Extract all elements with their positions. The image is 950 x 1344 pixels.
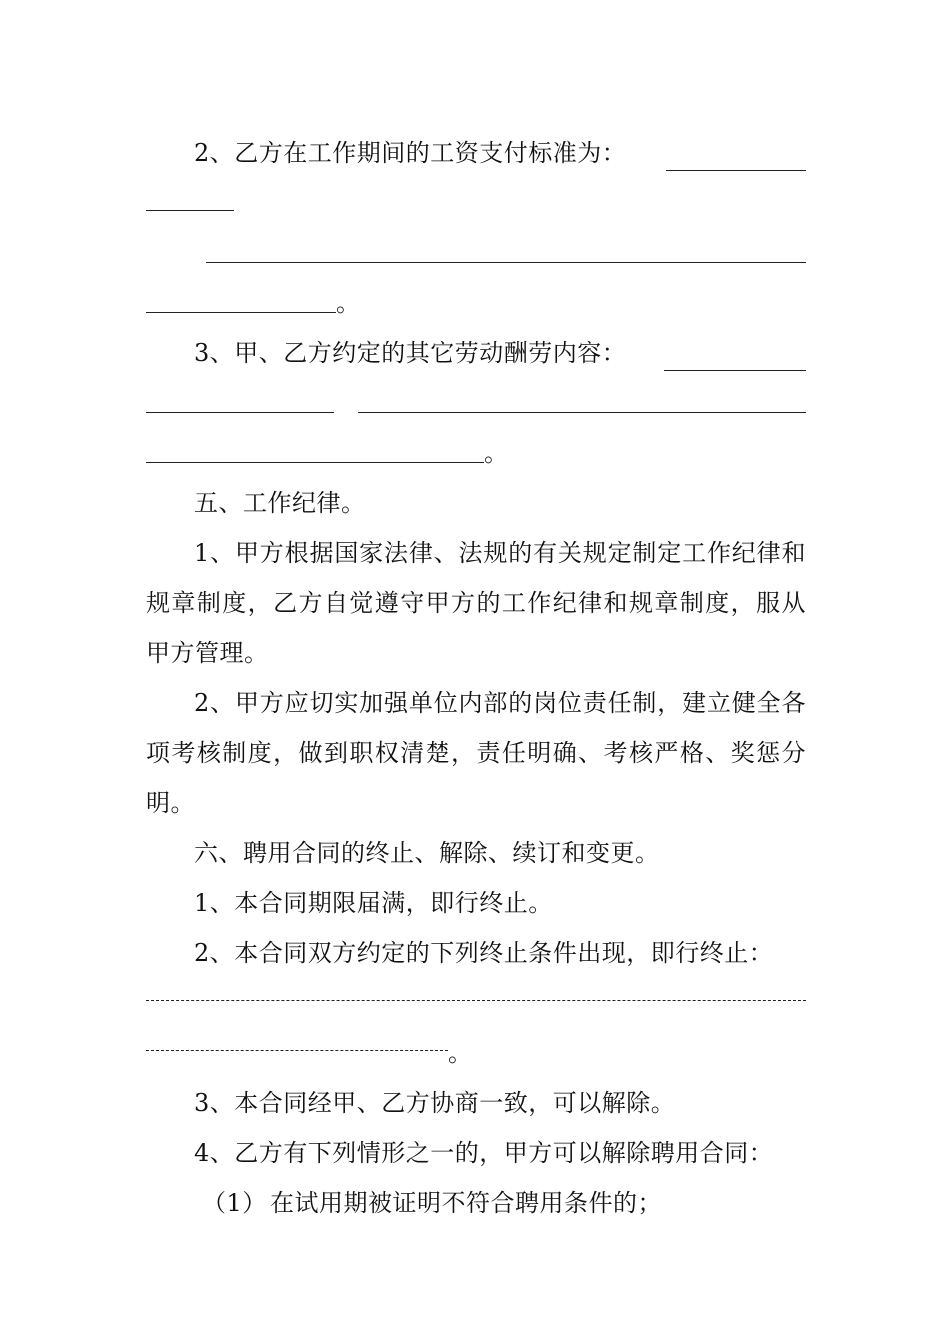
wage-standard-row-2 (146, 178, 806, 228)
section-heading-work-discipline: 五、工作纪律。 (194, 489, 366, 517)
termination-conditions-row (146, 978, 806, 1028)
section-heading-contract-termination: 六、聘用合同的终止、解除、续订和变更。 (194, 839, 660, 867)
sub-item-number: （1） (202, 1189, 267, 1217)
termination-item-4: 4、乙方有下列情形之一的，甲方可以解除聘用合同： (194, 1139, 774, 1167)
termination-sub-item-1 (146, 1178, 806, 1228)
blank-line (206, 262, 806, 263)
termination-item-1: 1、本合同期限届满，即行终止。 (194, 889, 553, 917)
blank-line (666, 170, 806, 171)
sub-item-text: 在试用期被证明不符合聘用条件的； (270, 1189, 662, 1217)
other-remuneration-label: 3、甲、乙方约定的其它劳动酬劳内容： (194, 339, 627, 367)
blank-line (146, 412, 334, 413)
termination-item-3: 3、本合同经甲、乙方协商一致，可以解除。 (194, 1089, 676, 1117)
other-remuneration-row-3 (146, 428, 806, 478)
wage-standard-row (146, 128, 806, 178)
period: 。 (448, 1039, 473, 1067)
blank-line (664, 370, 806, 371)
blank-line (146, 462, 484, 463)
other-remuneration-row (146, 328, 806, 378)
blank-line (146, 210, 234, 211)
period: 。 (336, 289, 361, 317)
work-discipline-item-1: 1、甲方根据国家法律、法规的有关规定制定工作纪律和规章制度，乙方自觉遵守甲方的工作纪律和规章制度，服从甲方管理。 (146, 539, 806, 667)
dash-blank-line (146, 1000, 806, 1001)
dash-blank-line (146, 1050, 448, 1051)
blank-line (358, 412, 806, 413)
wage-standard-row-4 (146, 278, 806, 328)
work-discipline-item-2: 2、甲方应切实加强单位内部的岗位责任制，建立健全各项考核制度，做到职权清楚，责任明确、考核严格、奖惩分明。 (146, 689, 806, 817)
termination-item-2: 2、本合同双方约定的下列终止条件出现，即行终止： (194, 939, 774, 967)
wage-standard-row-3 (146, 228, 806, 278)
other-remuneration-row-2 (146, 378, 806, 428)
termination-conditions-row-2 (146, 1028, 806, 1078)
blank-line (146, 312, 336, 313)
period: 。 (484, 439, 509, 467)
document-body (146, 128, 806, 1228)
wage-standard-label: 2、乙方在工作期间的工资支付标准为： (194, 139, 627, 167)
